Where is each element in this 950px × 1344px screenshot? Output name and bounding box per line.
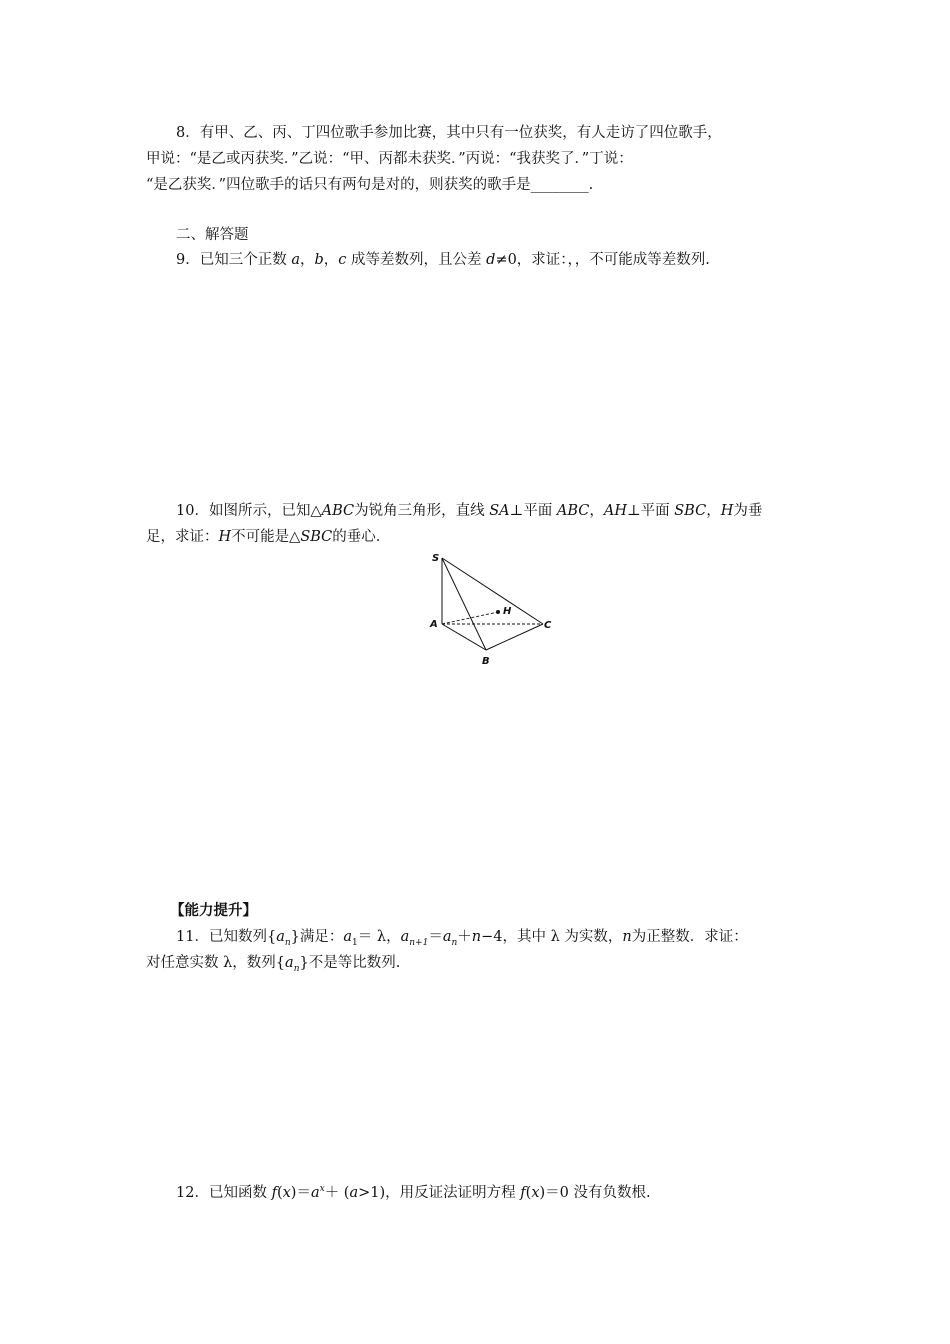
q8-line-3: “是乙获奖．”四位歌手的话只有两句是对的，则获奖的歌手是________. xyxy=(146,177,594,193)
edge-BC xyxy=(486,624,543,650)
label-A: A xyxy=(430,619,438,630)
label-B: B xyxy=(482,656,490,667)
q11-line-1: 11．已知数列$\{a_n\}$满足：$a_1= \lambda$，$a_{n+1}=a_n+n-4$，其中 λ 为实数，n为正整数．求证： xyxy=(176,929,748,948)
q10-line-2: 足，求证：H不可能是△SBC的垂心. xyxy=(146,529,381,545)
edge-SC xyxy=(442,558,543,624)
label-H: H xyxy=(503,606,512,617)
section-heading-solutions: 二、解答题 xyxy=(176,227,249,243)
q10-line-1: 10．如图所示，已知△ABC为锐角三角形，直线 SA⊥平面 ABC，AH⊥平面 SBC，H为垂 xyxy=(176,503,763,519)
section-heading-advanced: 【能力提升】 xyxy=(170,902,257,919)
q9-text: 9．已知三个正数 a，b，c 成等差数列，且公差 d≠0，求证：，，不可能成等差数列. xyxy=(176,252,710,268)
q12-text: 12．已知函数 $f(x)=a^x+ (a>1)$，用反证法证明方程 f(x)＝0 没有负数根. xyxy=(176,1184,651,1201)
label-C: C xyxy=(544,620,552,631)
q11-line-2: 对任意实数 λ，数列$\{a_n\}$不是等比数列. xyxy=(146,955,401,974)
point-H xyxy=(496,610,500,614)
segment-AH-hidden xyxy=(442,612,498,624)
q8-line-1: 8．有甲、乙、丙、丁四位歌手参加比赛，其中只有一位获奖，有人走访了四位歌手， xyxy=(176,125,722,141)
label-S: S xyxy=(432,553,440,564)
q8-line-2: 甲说：“是乙或丙获奖．”乙说：“甲、丙都未获奖．”丙说：“我获奖了．”丁说： xyxy=(146,151,633,167)
pyramid-figure xyxy=(420,548,560,668)
